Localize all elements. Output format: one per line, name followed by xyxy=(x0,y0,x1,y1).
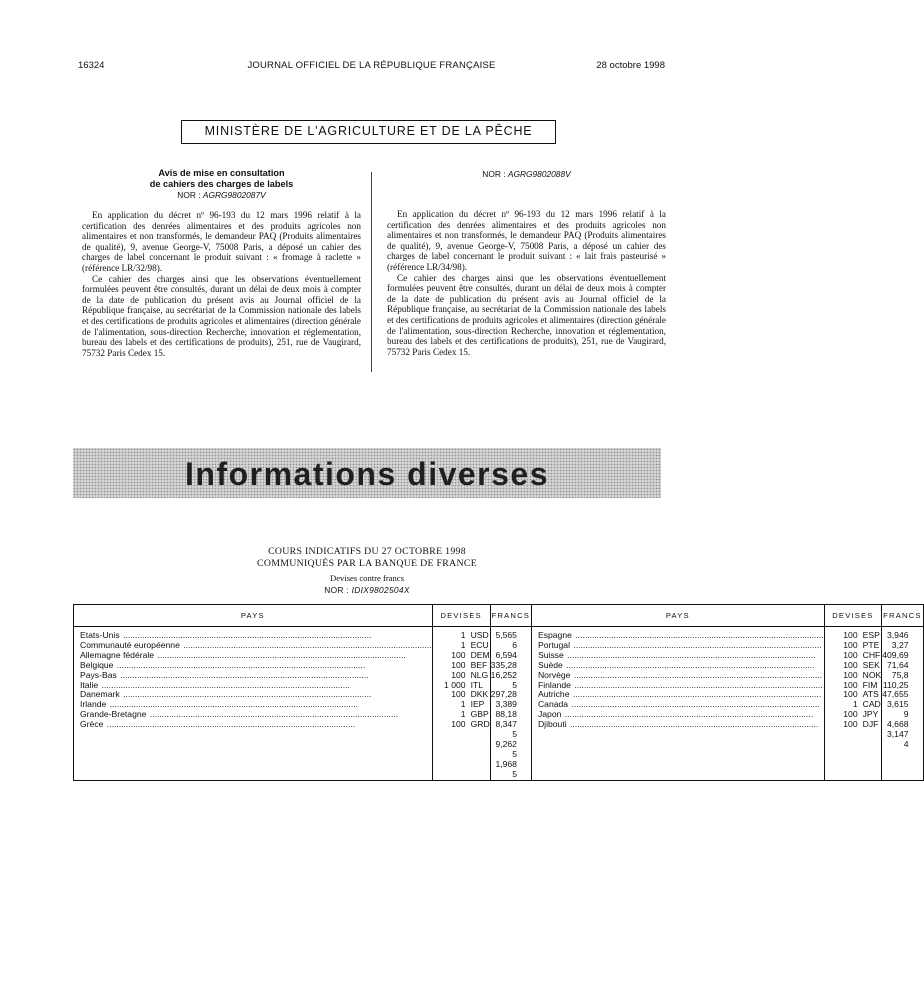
currency-quantity: 1 000 xyxy=(444,679,466,690)
franc-rate: 5,565 6 xyxy=(495,630,517,650)
leader-dots: ........................................................................................................ xyxy=(104,719,356,730)
table-header-row xyxy=(74,605,924,627)
notice-paragraph: En application du décret nº 96-193 du 12 mars 1996 relatif à la certification des denrées alimentaires et des produits agricoles non alimentaires et non transformés, le demandeur PAQ (Produits alimentaires de qualité), 9, avenue George-V, 75008 Paris, a déposé un cahier des charges de label concernant le produit suivant : « lait frais pasteurisé » (référence LR/34/98). xyxy=(387,209,666,272)
currency-quantity: 100 xyxy=(843,709,858,720)
country-name: Italie ........................................................................................................ xyxy=(80,679,350,690)
leader-dots: ........................................................................................................ xyxy=(117,669,369,680)
country-name: Portugal ........................................................................................................ xyxy=(537,639,822,650)
currency-quantity: 100 xyxy=(843,659,858,670)
issue-date: 28 octobre 1998 xyxy=(596,60,665,71)
leader-dots: ........................................................................................................ xyxy=(562,709,814,720)
franc-rate: 110,25 xyxy=(882,679,909,690)
column-header: FRANCS xyxy=(490,605,531,627)
franc-rate: 409,69 xyxy=(882,649,909,660)
franc-rate: 71,64 xyxy=(887,659,909,670)
ministry-title-box xyxy=(181,120,556,144)
franc-rate: 88,18 xyxy=(495,709,517,720)
left-francs-column xyxy=(490,627,531,781)
leader-dots: ........................................................................................................ xyxy=(147,709,399,720)
nor-reference xyxy=(82,190,361,201)
currency-quantity: 1 xyxy=(460,699,466,710)
currency-code: FIM xyxy=(862,679,878,690)
franc-rate: 1,968 5 xyxy=(495,758,517,779)
leader-dots: ........................................................................................................ xyxy=(155,649,406,660)
currency-code: DJF xyxy=(862,719,879,730)
currency-quantity: 1 xyxy=(852,699,858,710)
leader-dots: ........................................................................................................ xyxy=(120,689,372,700)
column-divider xyxy=(371,172,372,372)
country-name: Norvège ........................................................................................................ xyxy=(537,669,823,680)
franc-rate: 3,389 xyxy=(495,699,517,710)
currency-code: USD xyxy=(470,630,489,640)
franc-rate: 8,347 5 xyxy=(495,719,517,740)
currency-quantity: 100 xyxy=(843,649,858,660)
franc-rate: 335,28 xyxy=(490,659,517,670)
country-name: Autriche ........................................................................................................ xyxy=(537,689,822,700)
notice-title-line1: Avis de mise en consultation xyxy=(158,168,285,178)
franc-rate: 297,28 xyxy=(490,689,517,700)
left-notice xyxy=(82,168,361,358)
country-name: Finlande ........................................................................................................ xyxy=(537,679,823,690)
currency-code: ESP xyxy=(862,630,880,640)
leader-dots: ........................................................................................................ xyxy=(563,659,815,670)
right-francs-column xyxy=(882,627,923,781)
nor-code: AGRG9802088V xyxy=(507,169,571,179)
rates-subtitle: Devises contre francs xyxy=(330,573,404,583)
notice-title xyxy=(82,168,361,189)
leader-dots: ........................................................................................................ xyxy=(107,699,358,710)
nor-label: NOR : xyxy=(482,169,506,179)
nor-reference xyxy=(387,169,666,180)
currency-code: JPY xyxy=(862,709,879,720)
franc-rate: 75,8 xyxy=(891,669,909,680)
franc-rate: 3,147 4 xyxy=(887,729,909,749)
currency-quantity: 100 xyxy=(843,689,858,700)
section-banner xyxy=(73,448,661,498)
franc-rate: 6,594 xyxy=(495,649,517,660)
currency-code: ECU xyxy=(470,639,489,650)
country-name: Grèce ........................................................................................................ xyxy=(80,719,356,730)
leader-dots: ........................................................................................................ xyxy=(569,699,820,710)
nor-label: NOR : xyxy=(324,585,350,595)
currency-quantity: 100 xyxy=(843,679,858,690)
exchange-rates-table xyxy=(73,604,924,781)
left-currency-column xyxy=(432,627,490,781)
page-header xyxy=(78,60,665,74)
leader-dots: ........................................................................................................ xyxy=(571,679,823,690)
currency-quantity: 1 xyxy=(460,639,466,650)
leader-dots: ........................................................................................................ xyxy=(99,679,350,690)
ministry-title: MINISTÈRE DE L'AGRICULTURE ET DE LA PÊCHE xyxy=(204,124,533,138)
country-name: Grande-Bretagne ........................................................................................................ xyxy=(80,709,399,720)
country-name: Canada ........................................................................................................ xyxy=(537,699,820,710)
country-name: Suisse ........................................................................................................ xyxy=(537,649,816,660)
currency-quantity: 1 xyxy=(460,630,466,640)
currency-code: CHF xyxy=(862,649,881,660)
franc-rate: 3,27 xyxy=(891,639,909,650)
currency-code: GRD xyxy=(470,719,490,730)
notice-paragraph: En application du décret nº 96-193 du 12 mars 1996 relatif à la certification des denrées alimentaires et des produits agricoles non alimentaires et non transformés, le demandeur PAQ (Produits alimentaires de qualité), 9, avenue George-V, 75008 Paris, a déposé un cahier des charges de label concernant le produit suivant : « fromage à raclette » (référence LR/32/98). xyxy=(82,210,361,273)
country-name: Danemark ........................................................................................................ xyxy=(80,689,372,700)
currency-code: NOK xyxy=(862,669,882,680)
nor-label: NOR : xyxy=(177,190,201,200)
country-name: Communauté européenne ........................................................................................................ xyxy=(80,639,432,650)
currency-code: IEP xyxy=(470,699,485,710)
franc-rate: 3,615 9 xyxy=(887,699,909,720)
country-name: Japon ........................................................................................................ xyxy=(537,709,814,720)
right-countries-column xyxy=(531,627,824,781)
journal-title: JOURNAL OFFICIEL DE LA RÉPUBLIQUE FRANÇAISE xyxy=(247,60,496,71)
leader-dots: ........................................................................................................ xyxy=(114,659,366,670)
currency-code: BEF xyxy=(470,659,488,670)
rates-heading-line1: COURS INDICATIFS DU 27 OCTOBRE 1998 xyxy=(268,546,466,557)
page-number: 16324 xyxy=(78,60,105,71)
notice-title-line2: de cahiers des charges de labels xyxy=(149,178,294,189)
country-name: Espagne ........................................................................................................ xyxy=(537,630,824,640)
currency-quantity: 100 xyxy=(843,630,858,640)
leader-dots: ........................................................................................................ xyxy=(180,639,432,650)
currency-code: GBP xyxy=(470,709,489,720)
franc-rate: 4,668 xyxy=(887,719,909,730)
country-name: Suède ........................................................................................................ xyxy=(537,659,815,670)
country-name: Djibouti ........................................................................................................ xyxy=(537,719,819,730)
currency-code: SEK xyxy=(862,659,880,670)
currency-code: DKK xyxy=(470,689,489,700)
currency-code: ITL xyxy=(470,679,483,690)
currency-quantity: 100 xyxy=(843,719,858,730)
franc-rate: 16,252 5 xyxy=(490,669,517,690)
nor-reference xyxy=(73,584,661,596)
country-name: Belgique ........................................................................................................ xyxy=(80,659,366,670)
leader-dots: ........................................................................................................ xyxy=(570,639,822,650)
notice-paragraph: Ce cahier des charges ainsi que les observations éventuellement formulées peuvent être consultés, durant un délai de deux mois à compter de la date de publication du présent avis au Journal officiel de la République française, au secrétariat de la Commission nationale des labels et des certifications de produits agricoles et alimentaires (direction générale de l'alimentation, sous-direction Recherche, innovation et réglementation, bureau des labels et des certifications de produits), 251, rue de Vaugirard, 75732 Paris Cedex 15. xyxy=(387,272,666,357)
leader-dots: ........................................................................................................ xyxy=(571,669,823,680)
currency-quantity: 1 xyxy=(460,709,466,720)
banner-title: Informations diverses xyxy=(184,456,550,492)
leader-dots: ........................................................................................................ xyxy=(120,630,372,640)
currency-code: CAD xyxy=(862,699,881,710)
franc-rate: 47,655 xyxy=(882,689,909,700)
exchange-rates-heading xyxy=(73,546,661,596)
country-name: Allemagne fédérale ........................................................................................................ xyxy=(80,649,406,660)
notice-paragraph: Ce cahier des charges ainsi que les observations éventuellement formulées peuvent être consultés, durant un délai de deux mois à compter de la date de publication du présent avis au Journal officiel de la République française, au secrétariat de la Commission nationale des labels et des certifications de produits agricoles et alimentaires (direction générale de l'alimentation, sous-direction Recherche, innovation et réglementation, bureau des labels et des certifications de produits), 251, rue de Vaugirard, 75732 Paris Cedex 15. xyxy=(82,273,361,358)
currency-unit xyxy=(825,720,882,730)
left-countries-column xyxy=(74,627,433,781)
country-name: Irlande ........................................................................................................ xyxy=(80,699,358,710)
column-header: DEVISES xyxy=(824,605,882,627)
nor-code: AGRG9802087V xyxy=(202,190,266,200)
country-name: Etats-Unis ........................................................................................................ xyxy=(80,630,372,640)
leader-dots: ........................................................................................................ xyxy=(570,689,822,700)
column-header: PAYS xyxy=(531,605,824,627)
column-header: FRANCS xyxy=(882,605,923,627)
country-name: Pays-Bas ........................................................................................................ xyxy=(80,669,369,680)
currency-code: DEM xyxy=(470,649,490,660)
currency-quantity: 100 xyxy=(451,669,466,680)
franc-rate: 9,262 5 xyxy=(495,738,517,759)
column-header: PAYS xyxy=(74,605,433,627)
nor-code: IDIX9802504X xyxy=(351,585,410,595)
table-body-row xyxy=(74,627,924,781)
leader-dots: ........................................................................................................ xyxy=(572,630,824,640)
currency-quantity: 100 xyxy=(451,659,466,670)
currency-quantity: 100 xyxy=(451,689,466,700)
right-currency-column xyxy=(824,627,882,781)
leader-dots: ........................................................................................................ xyxy=(564,649,816,660)
currency-quantity: 100 xyxy=(451,719,466,730)
rates-heading-line2: COMMUNIQUÉS PAR LA BANQUE DE FRANCE xyxy=(257,558,477,569)
franc-rate: 3,946 xyxy=(887,630,909,640)
currency-code: PTE xyxy=(862,639,880,650)
right-notice xyxy=(387,168,666,357)
currency-quantity: 100 xyxy=(843,669,858,680)
currency-unit xyxy=(433,720,490,730)
currency-code: NLG xyxy=(470,669,489,680)
currency-code: ATS xyxy=(862,689,879,700)
currency-quantity: 100 xyxy=(843,639,858,650)
currency-quantity: 100 xyxy=(451,649,466,660)
leader-dots: ........................................................................................................ xyxy=(567,719,819,730)
column-header: DEVISES xyxy=(432,605,490,627)
